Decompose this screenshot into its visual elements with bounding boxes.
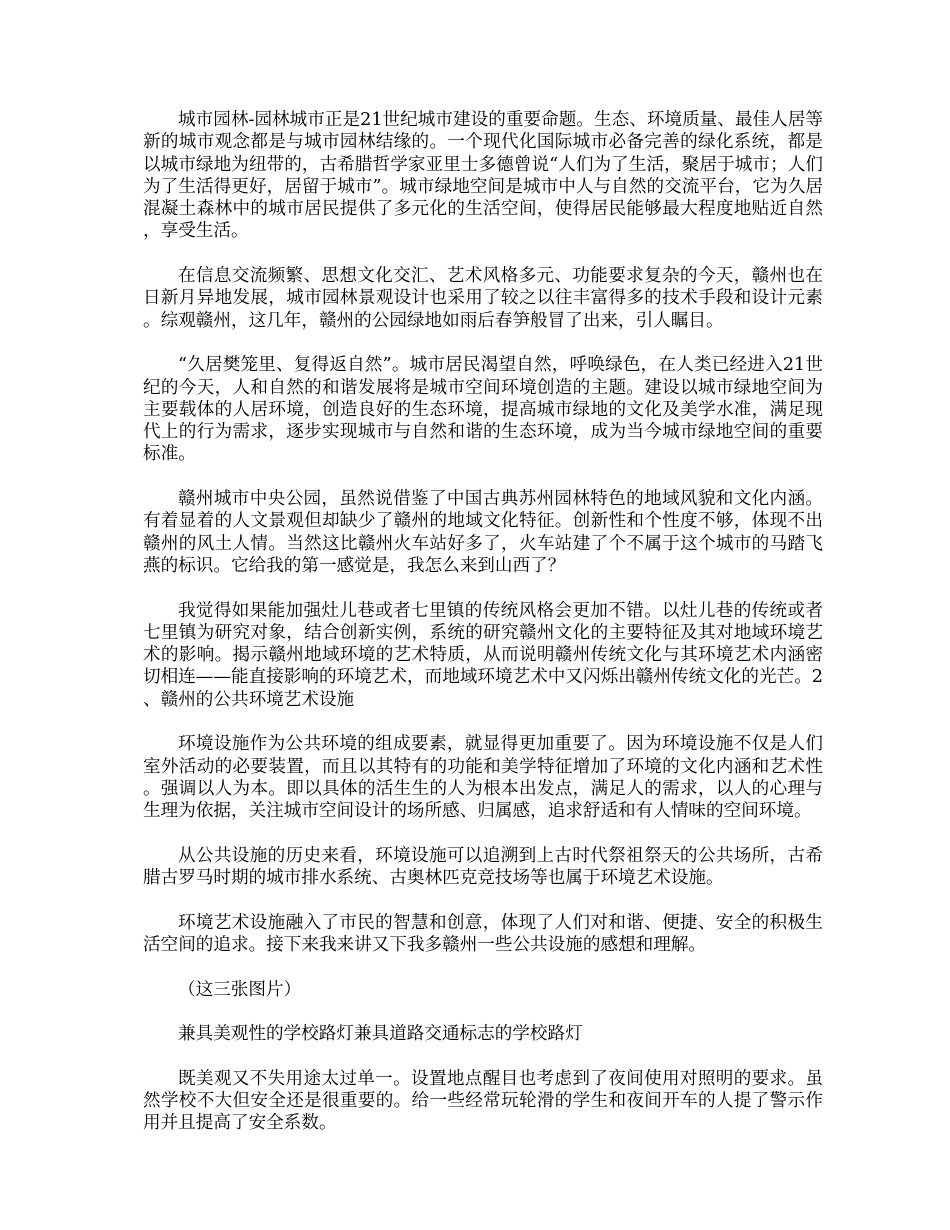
- paragraph-urban-garden: 城市园林-园林城市正是21世纪城市建设的重要命题。生态、环境质量、最佳人居等新的城市观念都是与城市园林结缘的。一个现代化国际城市必备完善的绿化系统，都是以城市绿地为纽带的，古希腊哲学家亚里士多德曾说“人们为了生活，聚居于城市；人们为了生活得更好，居留于城市”。城市绿地空间是城市中人与自然的交流平台，它为久居混凝土森林中的城市居民提供了多元化的生活空间，使得居民能够最大程度地贴近自然，享受生活。: [143, 110, 823, 242]
- paragraph-traditional-style: 我觉得如果能加强灶儿巷或者七里镇的传统风格会更加不错。以灶儿巷的传统或者七里镇为研究对象，结合创新实例，系统的研究赣州文化的主要特征及其对地域环境艺术的影响。揭示赣州地域环境的艺术特质，从而说明赣州传统文化与其环境艺术内涵密切相连——能直接影响的环境艺术，而地域环境艺术中又闪烁出赣州传统文化的光芒。2、赣州的公共环境艺术设施: [143, 600, 823, 710]
- paragraph-lamp-evaluation: 既美观又不失用途太过单一。设置地点醒目也考虑到了夜间使用对照明的要求。虽然学校不大但安全还是很重要的。给一些经常玩轮滑的学生和夜间开车的人提了警示作用并且提高了安全系数。: [143, 1068, 823, 1134]
- paragraph-ganzhou-development: 在信息交流频繁、思想文化交汇、艺术风格多元、功能要求复杂的今天，赣州也在日新月异地发展，城市园林景观设计也采用了较之以往丰富得多的技术手段和设计元素。综观赣州，这几年，赣州的公园绿地如雨后春笋般冒了出来，引人瞩目。: [143, 266, 823, 331]
- paragraph-facility-creativity: 环境艺术设施融入了市民的智慧和创意，体现了人们对和谐、便捷、安全的积极生活空间的追求。接下来我来讲又下我多赣州一些公共设施的感想和理解。: [143, 912, 823, 955]
- paragraph-central-park: 赣州城市中央公园，虽然说借鉴了中国古典苏州园林特色的地域风貌和文化内涵。有着显着的人文景观但却缺少了赣州的地域文化特征。创新性和个性度不够，体现不出赣州的风土人情。当然这比赣州火车站好多了，火车站建了个不属于这个城市的马踏飞燕的标识。它给我的第一感觉是，我怎么来到山西了？: [143, 489, 823, 576]
- paragraph-environment-facilities: 环境设施作为公共环境的组成要素，就显得更加重要了。因为环境设施不仅是人们室外活动的必要装置，而且以其特有的功能和美学特征增加了环境的文化内涵和艺术性。强调以人为本。即以具体的活生生的人为根本出发点，满足人的需求，以人的心理与生理为依据，关注城市空间设计的场所感、归属感，追求舒适和有人情味的空间环境。: [143, 734, 823, 822]
- document-body: [143, 109, 823, 1157]
- paragraph-return-to-nature: “久居樊笼里、复得返自然”。城市居民渴望自然，呼唤绿色，在人类已经进入21世纪的今天，人和自然的和谐发展将是城市空间环境创造的主题。建设以城市绿地空间为主要载体的人居环境，创造良好的生态环境，提高城市绿地的文化及美学水准，满足现代上的行为需求，逐步实现城市与自然和谐的生态环境，成为当今城市绿地空间的重要标准。: [143, 355, 823, 465]
- paragraph-facility-history: 从公共设施的历史来看，环境设施可以追溯到上古时代祭祖祭天的公共场所，古希腊古罗马时期的城市排水系统、古奥林匹克竞技场等也属于环境艺术设施。: [143, 845, 823, 889]
- paragraph-image-note: （这三张图片）: [178, 979, 302, 1000]
- paragraph-school-lamps: 兼具美观性的学校路灯兼具道路交通标志的学校路灯: [178, 1024, 583, 1045]
